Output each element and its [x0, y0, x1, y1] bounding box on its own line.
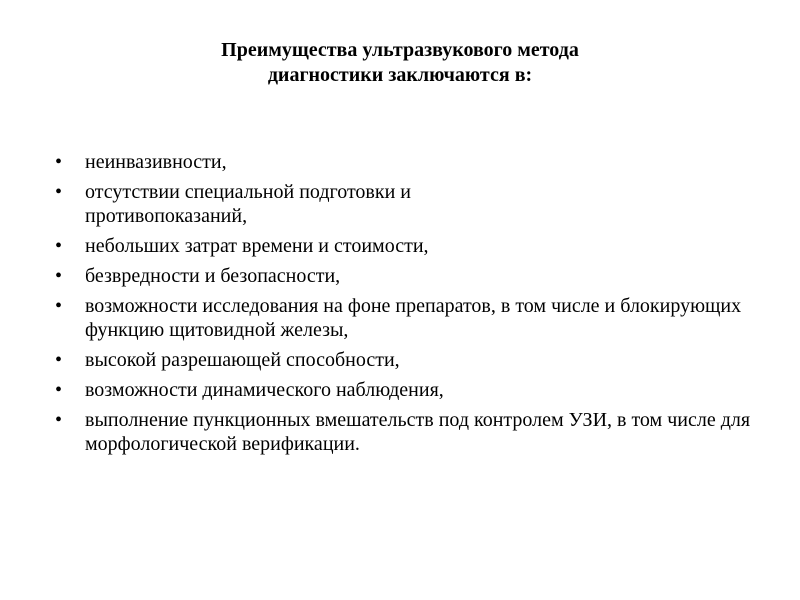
bullet-icon: • — [55, 151, 63, 173]
list-item-text: высокой разрешающей способности, — [85, 349, 400, 371]
list-item-text: возможности динамического наблюдения, — [85, 379, 444, 401]
list-item — [55, 294, 745, 342]
title-line-2: диагностики заключаются в: — [267, 64, 533, 86]
bullet-icon: • — [55, 265, 63, 287]
list-item — [55, 408, 765, 456]
list-item-text: возможности исследования на фоне препаратов, в том числе и блокирующих функцию щитовидной железы, — [85, 295, 742, 341]
bullet-icon: • — [55, 379, 63, 401]
bullet-icon: • — [55, 181, 63, 203]
list-item — [55, 264, 755, 288]
bullet-icon: • — [55, 409, 63, 431]
title-line-1: Преимущества ультразвукового метода — [221, 39, 579, 61]
list-item-text: безвредности и безопасности, — [85, 265, 341, 287]
bullet-icon: • — [55, 295, 63, 317]
slide-title — [0, 38, 800, 88]
bullet-icon: • — [55, 235, 63, 257]
list-item — [55, 234, 755, 258]
list-item-text: небольших затрат времени и стоимости, — [85, 235, 429, 257]
list-item — [55, 150, 755, 174]
list-item — [55, 378, 755, 402]
list-item — [55, 180, 545, 228]
list-item-text: отсутствии специальной подготовки и противопоказаний, — [85, 181, 411, 227]
list-item — [55, 348, 755, 372]
bullet-icon: • — [55, 349, 63, 371]
advantages-list — [55, 150, 755, 462]
list-item-text: выполнение пункционных вмешательств под контролем УЗИ, в том числе для морфологической верификации. — [85, 409, 751, 455]
list-item-text: неинвазивности, — [85, 151, 227, 173]
